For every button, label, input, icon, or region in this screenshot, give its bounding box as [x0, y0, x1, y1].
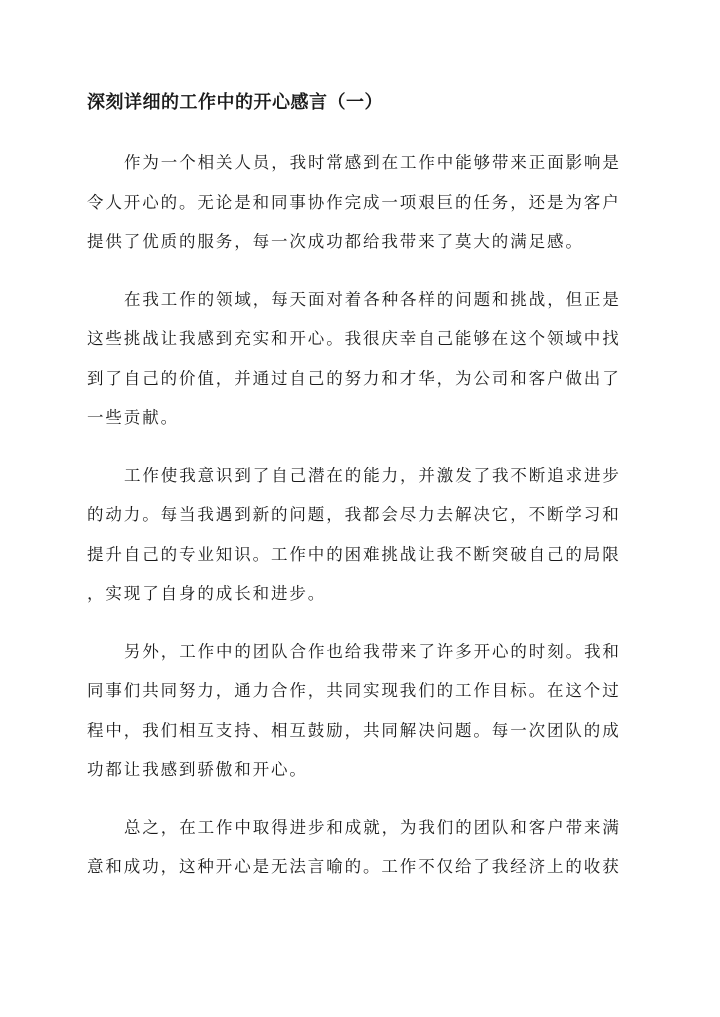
paragraph-line: 另外，工作中的团队合作也给我带来了许多开心的时刻。我和: [124, 641, 621, 661]
paragraph-5: [87, 808, 632, 887]
paragraph-line: 在我工作的领域，每天面对着各种各样的问题和挑战，但正是: [124, 289, 621, 309]
paragraph-4: [87, 632, 632, 790]
paragraph-line: ，实现了自身的成长和进步。: [87, 584, 327, 603]
paragraph-line: 令人开心的。无论是和同事协作完成一项艰巨的任务，还是为客户: [87, 192, 621, 212]
paragraph-line: 程中，我们相互支持、相互鼓励，共同解决问题。每一次团队的成: [87, 720, 621, 740]
paragraph-line: 总之，在工作中取得进步和成就，为我们的团队和客户带来满: [124, 817, 621, 837]
paragraph-2: [87, 280, 632, 438]
document-title: 深刻详细的工作中的开心感言（一）: [87, 92, 383, 113]
paragraph-line: 这些挑战让我感到充实和开心。我很庆幸自己能够在这个领域中找: [87, 329, 621, 348]
paragraph-line: 提供了优质的服务，每一次成功都给我带来了莫大的满足感。: [87, 232, 584, 251]
paragraph-line: 功都让我感到骄傲和开心。: [87, 760, 308, 779]
paragraph-line: 提升自己的专业知识。工作中的困难挑战让我不断突破自己的局限: [87, 544, 621, 564]
paragraph-line: 意和成功，这种开心是无法言喻的。工作不仅给了我经济上的收获: [87, 857, 621, 876]
paragraph-line: 一些贡献。: [87, 408, 179, 427]
paragraph-line: 到了自己的价值，并通过自己的努力和才华，为公司和客户做出了: [87, 368, 621, 388]
document-body: [87, 143, 632, 887]
paragraph-line: 同事们共同努力，通力合作，共同实现我们的工作目标。在这个过: [87, 681, 621, 700]
paragraph-line: 工作使我意识到了自己潜在的能力，并激发了我不断追求进步: [124, 465, 621, 485]
paragraph-line: 的动力。每当我遇到新的问题，我都会尽力去解决它，不断学习和: [87, 505, 621, 524]
paragraph-1: [87, 143, 632, 262]
paragraph-line: 作为一个相关人员，我时常感到在工作中能够带来正面影响是: [124, 153, 621, 172]
paragraph-3: [87, 456, 632, 614]
